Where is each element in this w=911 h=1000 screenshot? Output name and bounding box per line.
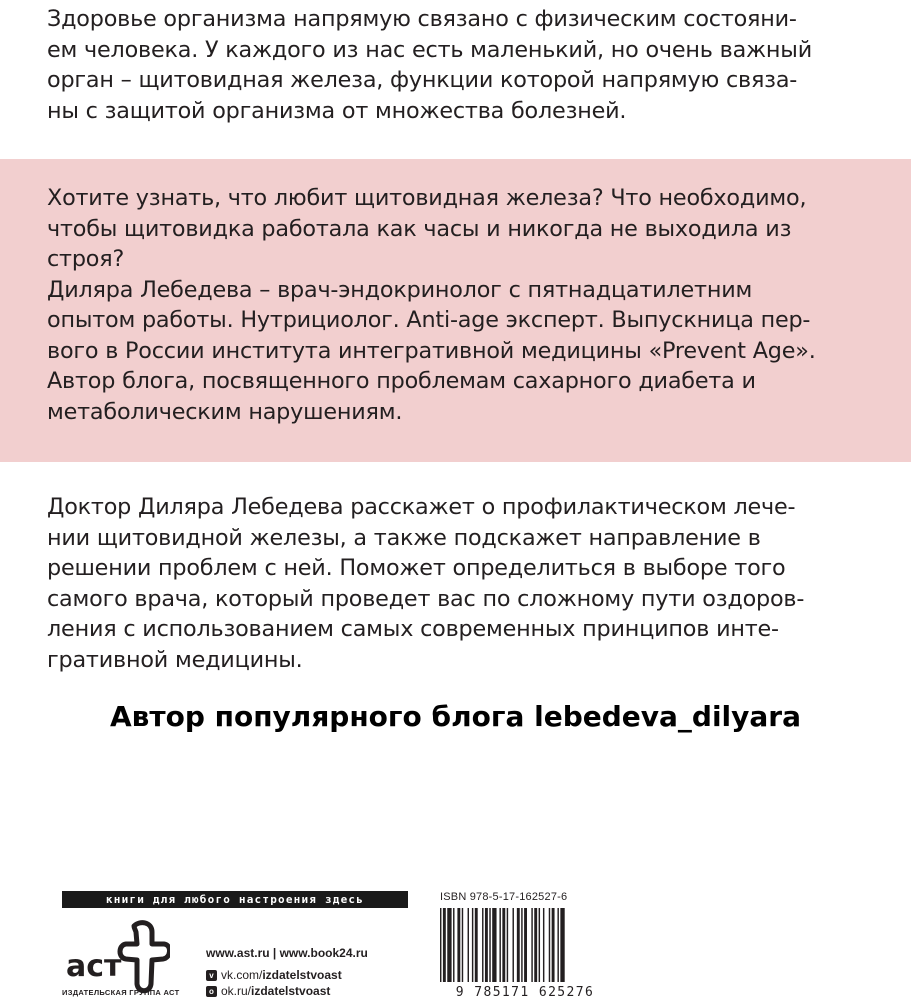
text-line: ления с использованием самых современных принципов инте- xyxy=(47,616,779,642)
publisher-slogan: книги для любого настроения здесь xyxy=(62,891,408,908)
barcode-bar xyxy=(489,908,490,982)
text-line: вого в России института интегративной медицины «Prevent Age». xyxy=(47,337,816,364)
text-line: Доктор Диляра Лебедева расскажет о профилактическом лече- xyxy=(47,494,796,520)
text-line: решении проблем с ней. Поможет определиться в выборе того xyxy=(47,555,786,581)
vk-icon: v xyxy=(206,970,217,981)
text-line: чтобы щитовидка работала как часы и никогда не выходила из xyxy=(47,215,792,242)
barcode-bar xyxy=(534,908,537,982)
ok-handle: izdatelstvoast xyxy=(251,984,331,998)
logo-text: аст xyxy=(66,949,122,984)
vk-handle: izdatelstvoast xyxy=(262,968,342,982)
text-line: опытом работы. Нутрициолог. Anti-age эксперт. Выпускница пер- xyxy=(47,307,811,333)
barcode-bar xyxy=(513,908,514,982)
blog-tagline: Автор популярного блога lebedeva_dilyara xyxy=(109,700,801,733)
barcode-bar xyxy=(502,908,505,982)
barcode-bar xyxy=(560,908,564,982)
barcode-bar xyxy=(453,908,454,982)
text-line: Здоровье организма напрямую связано с физическим состояни- xyxy=(47,6,797,32)
text-line: ем человека. У каждого из нас есть маленький, но очень важный xyxy=(47,36,812,63)
barcode-bar xyxy=(482,908,483,982)
barcode-bar xyxy=(492,908,496,982)
text-line: нии щитовидной железы, а также подскажет направление в xyxy=(47,524,761,551)
text-line: строя? xyxy=(47,246,125,272)
barcode-bar xyxy=(549,908,550,982)
barcode-bar xyxy=(507,908,508,982)
text-line: Диляра Лебедева – врач-эндокринолог с пятнадцатилетним xyxy=(47,276,753,303)
barcode-bar xyxy=(517,908,520,982)
barcode-bar xyxy=(485,908,488,982)
barcode-bar xyxy=(543,908,544,982)
publisher-name: ИЗДАТЕЛЬСКАЯ ГРУППА АСТ xyxy=(62,988,180,997)
vk-prefix: vk.com/ xyxy=(221,968,263,982)
barcode-bar xyxy=(475,908,478,982)
barcode-bar xyxy=(443,908,446,982)
publisher-sites[interactable]: www.ast.ru | www.book24.ru xyxy=(206,946,368,960)
barcode-bar xyxy=(552,908,555,982)
barcode-bar xyxy=(472,908,473,982)
isbn-label: ISBN 978-5-17-162527-6 xyxy=(440,891,568,903)
text-line: орган – щитовидная железа, функции которой напрямую связа- xyxy=(47,67,798,93)
barcode-bar xyxy=(447,908,451,982)
barcode-bar xyxy=(531,908,532,982)
barcode-bar xyxy=(557,908,558,982)
text-line: Хотите узнать, что любит щитовидная железа? Что необходимо, xyxy=(47,185,807,211)
ok-prefix: ok.ru/ xyxy=(221,984,252,998)
barcode-bar xyxy=(524,908,527,982)
barcode-bar xyxy=(440,908,441,982)
barcode-bar xyxy=(457,908,460,982)
intro-paragraph xyxy=(47,4,867,126)
barcode-bar xyxy=(539,908,540,982)
text-line: гративной медицины. xyxy=(47,646,303,673)
highlight-paragraph xyxy=(47,183,867,427)
barcode-bar xyxy=(499,908,500,982)
barcode-bar xyxy=(468,908,469,982)
barcode-number: 9 785171 625276 xyxy=(455,985,595,1000)
ok-icon: o xyxy=(206,986,217,997)
barcode-bar xyxy=(462,908,463,982)
text-line: метаболическим нарушениям. xyxy=(47,398,403,425)
text-line: самого врача, который проведет вас по сложному пути оздоров- xyxy=(47,585,805,612)
text-line: Автор блога, посвященного проблемам сахарного диабета и xyxy=(47,368,756,394)
text-line: ны с защитой организма от множества болезней. xyxy=(47,97,627,124)
barcode-icon xyxy=(438,908,612,988)
ok-link[interactable] xyxy=(206,984,330,998)
vk-link[interactable] xyxy=(206,968,342,982)
barcode-bar xyxy=(521,908,522,982)
description-paragraph xyxy=(47,492,867,675)
